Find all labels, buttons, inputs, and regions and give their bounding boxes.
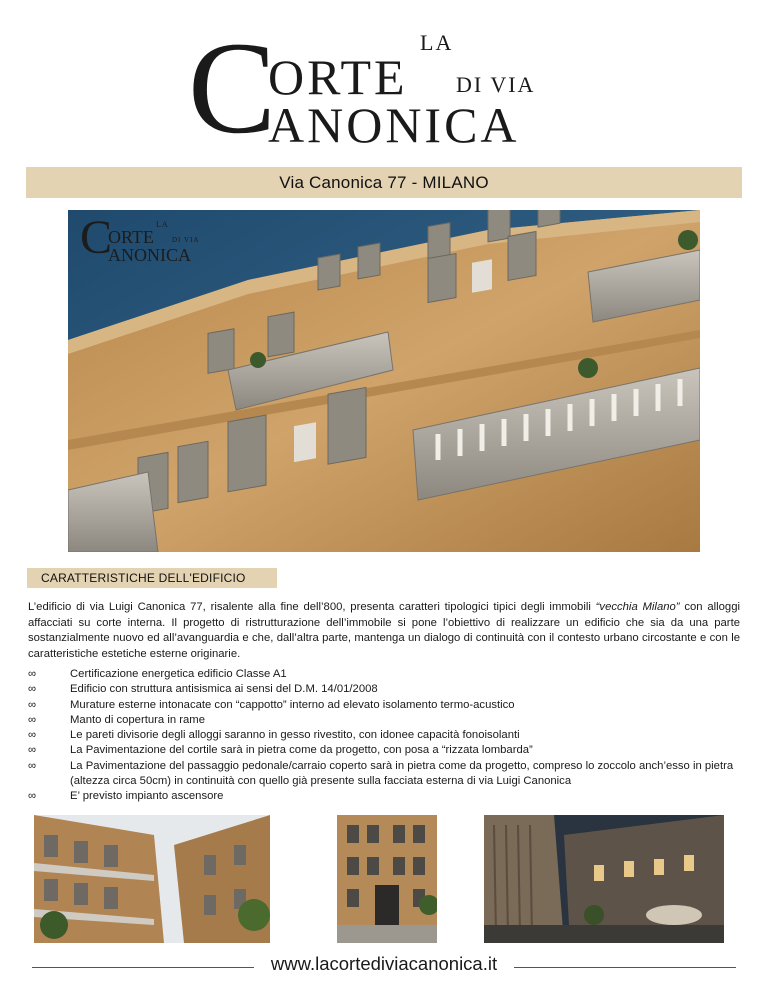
mini-logo-la: LA	[156, 220, 169, 229]
address-band	[26, 167, 742, 198]
list-item	[28, 759, 740, 790]
logo-la: LA	[420, 30, 454, 55]
footer-divider-left	[32, 967, 254, 968]
courtyard-facades-illustration	[34, 815, 270, 943]
feature-text: Manto di copertura in rame	[70, 713, 206, 726]
infinity-bullet-icon: ∞	[28, 683, 37, 696]
mini-logo-initial-c: C	[80, 211, 113, 264]
infinity-bullet-icon: ∞	[28, 729, 37, 742]
mini-logo-di-via: DI VIA	[172, 236, 200, 244]
features-list	[28, 667, 740, 805]
section-title: CARATTERISTICHE DELL'EDIFICIO	[41, 571, 246, 585]
intro-text-start: L’edificio di via Luigi Canonica 77, risalente alla fine dell’800, presenta caratteri tipologici tipici degli immobili	[28, 601, 596, 613]
feature-text: Le pareti divisorie degli alloggi saranno in gesso rivestito, con idonee capacità fonoisolanti	[70, 729, 520, 742]
courtyard-photo-3	[484, 815, 724, 943]
logo-orte: ORTE	[268, 49, 408, 105]
courtyard-evening-illustration	[484, 815, 724, 943]
intro-text-end: con alloggi affacciati su corte interna. Il progetto di ristrutturazione dell’immobile si pone l’obiettivo di realizzare un edificio che sia da una parte sostanzialmente nuovo ed all’avanguardia e che, dall’altra parte, mantenga un dialogo di continuità con il contesto urbano circostante e con le caratteristiche estetiche esterne originarie.	[28, 601, 741, 660]
infinity-bullet-icon: ∞	[28, 713, 37, 726]
hero-building-render	[68, 210, 700, 552]
list-item	[28, 698, 740, 713]
logo-anonica: ANONICA	[268, 97, 520, 153]
address-text: Via Canonica 77 - MILANO	[279, 172, 489, 192]
feature-text: Murature esterne intonacate con “cappotto” interno ad elevato isolamento termo-acustico	[70, 698, 515, 711]
infinity-bullet-icon: ∞	[28, 790, 37, 803]
brand-logo	[188, 14, 588, 161]
list-item	[28, 667, 740, 682]
feature-text: La Pavimentazione del passaggio pedonale/carraio coperto sarà in pietra come da progetto, compreso lo zoccolo anch’esso in pietra (altezza circa 50cm) in continuità con quello già presente sulla facciata esterna di via Luigi Canonica	[70, 759, 734, 788]
list-item	[28, 713, 740, 728]
infinity-bullet-icon: ∞	[28, 759, 37, 772]
courtyard-photo-1	[34, 815, 270, 943]
section-header	[27, 568, 277, 588]
intro-text-italic: “vecchia Milano”	[595, 601, 680, 613]
website-link[interactable]: www.lacortediviacanonica.it	[270, 953, 498, 974]
courtyard-photo-2	[337, 815, 437, 943]
feature-text: E’ previsto impianto ascensore	[70, 790, 224, 803]
intro-paragraph	[28, 600, 740, 662]
courtyard-passage-illustration	[337, 815, 437, 943]
list-item	[28, 728, 740, 743]
mini-logo-orte: ORTE	[108, 227, 154, 247]
infinity-bullet-icon: ∞	[28, 668, 37, 680]
list-item	[28, 743, 740, 758]
list-item	[28, 682, 740, 697]
infinity-bullet-icon: ∞	[28, 744, 37, 757]
feature-text: La Pavimentazione del cortile sarà in pietra come da progetto, con posa a “rizzata lombarda”	[70, 744, 533, 757]
hero-watermark-logo	[80, 211, 220, 266]
feature-text: Certificazione energetica edificio Classe A1	[70, 668, 287, 680]
feature-text: Edificio con struttura antisismica ai sensi del D.M. 14/01/2008	[70, 683, 378, 696]
logo-di-via: DI VIA	[456, 72, 536, 97]
footer-divider-right	[514, 967, 736, 968]
mini-logo-anonica: ANONICA	[108, 245, 191, 265]
list-item	[28, 789, 740, 804]
infinity-bullet-icon: ∞	[28, 698, 37, 711]
logo-initial-c: C	[188, 14, 277, 161]
